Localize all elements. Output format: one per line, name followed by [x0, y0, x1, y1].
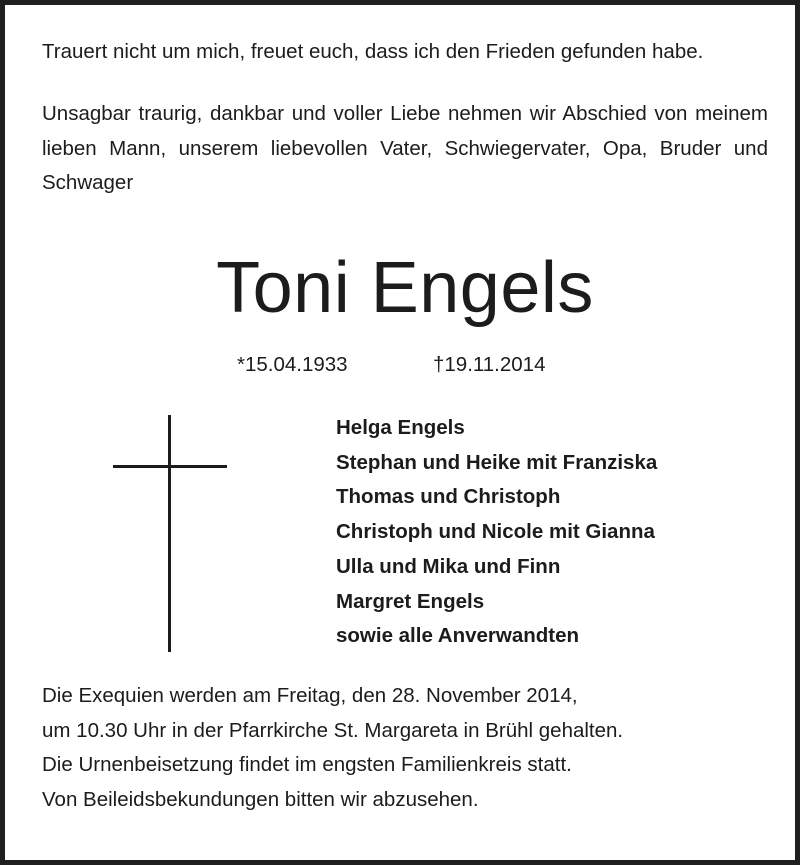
- mourner-name: Christoph und Nicole mit Gianna: [336, 520, 655, 544]
- service-details: [42, 679, 623, 818]
- service-line: Die Urnenbeisetzung findet im engsten Familienkreis statt.: [42, 753, 572, 777]
- cross-horizontal-bar: [113, 465, 227, 468]
- mourner-name: sowie alle Anverwandten: [336, 624, 580, 648]
- mourner-name: Margret Engels: [336, 589, 485, 613]
- cross-vertical-bar: [168, 415, 171, 652]
- motto: Trauert nicht um mich, freuet euch, dass ich den Frieden gefunden habe.: [42, 40, 704, 63]
- mourner-name: Stephan und Heike mit Franziska: [336, 450, 658, 474]
- intro-text: Unsagbar traurig, dankbar und voller Liebe nehmen wir Abschied von meinem lieben Mann, unserem liebevollen Vater, Schwiegervater, Opa, Bruder und Schwager: [42, 102, 768, 194]
- death-date: †19.11.2014: [433, 353, 546, 376]
- service-line: um 10.30 Uhr in der Pfarrkirche St. Margareta in Brühl gehalten.: [42, 718, 624, 742]
- deceased-name: Toni Engels: [216, 248, 594, 328]
- mourner-name: Ulla und Mika und Finn: [336, 554, 561, 578]
- mourner-name: Thomas und Christoph: [336, 485, 561, 509]
- service-line: Die Exequien werden am Freitag, den 28. November 2014,: [42, 684, 578, 707]
- birth-date: *15.04.1933: [237, 353, 348, 376]
- service-line: Von Beileidsbekundungen bitten wir abzusehen.: [42, 788, 479, 812]
- cross-icon: [113, 415, 227, 652]
- mourner-name: Helga Engels: [336, 416, 465, 439]
- mourners-list: [336, 411, 657, 654]
